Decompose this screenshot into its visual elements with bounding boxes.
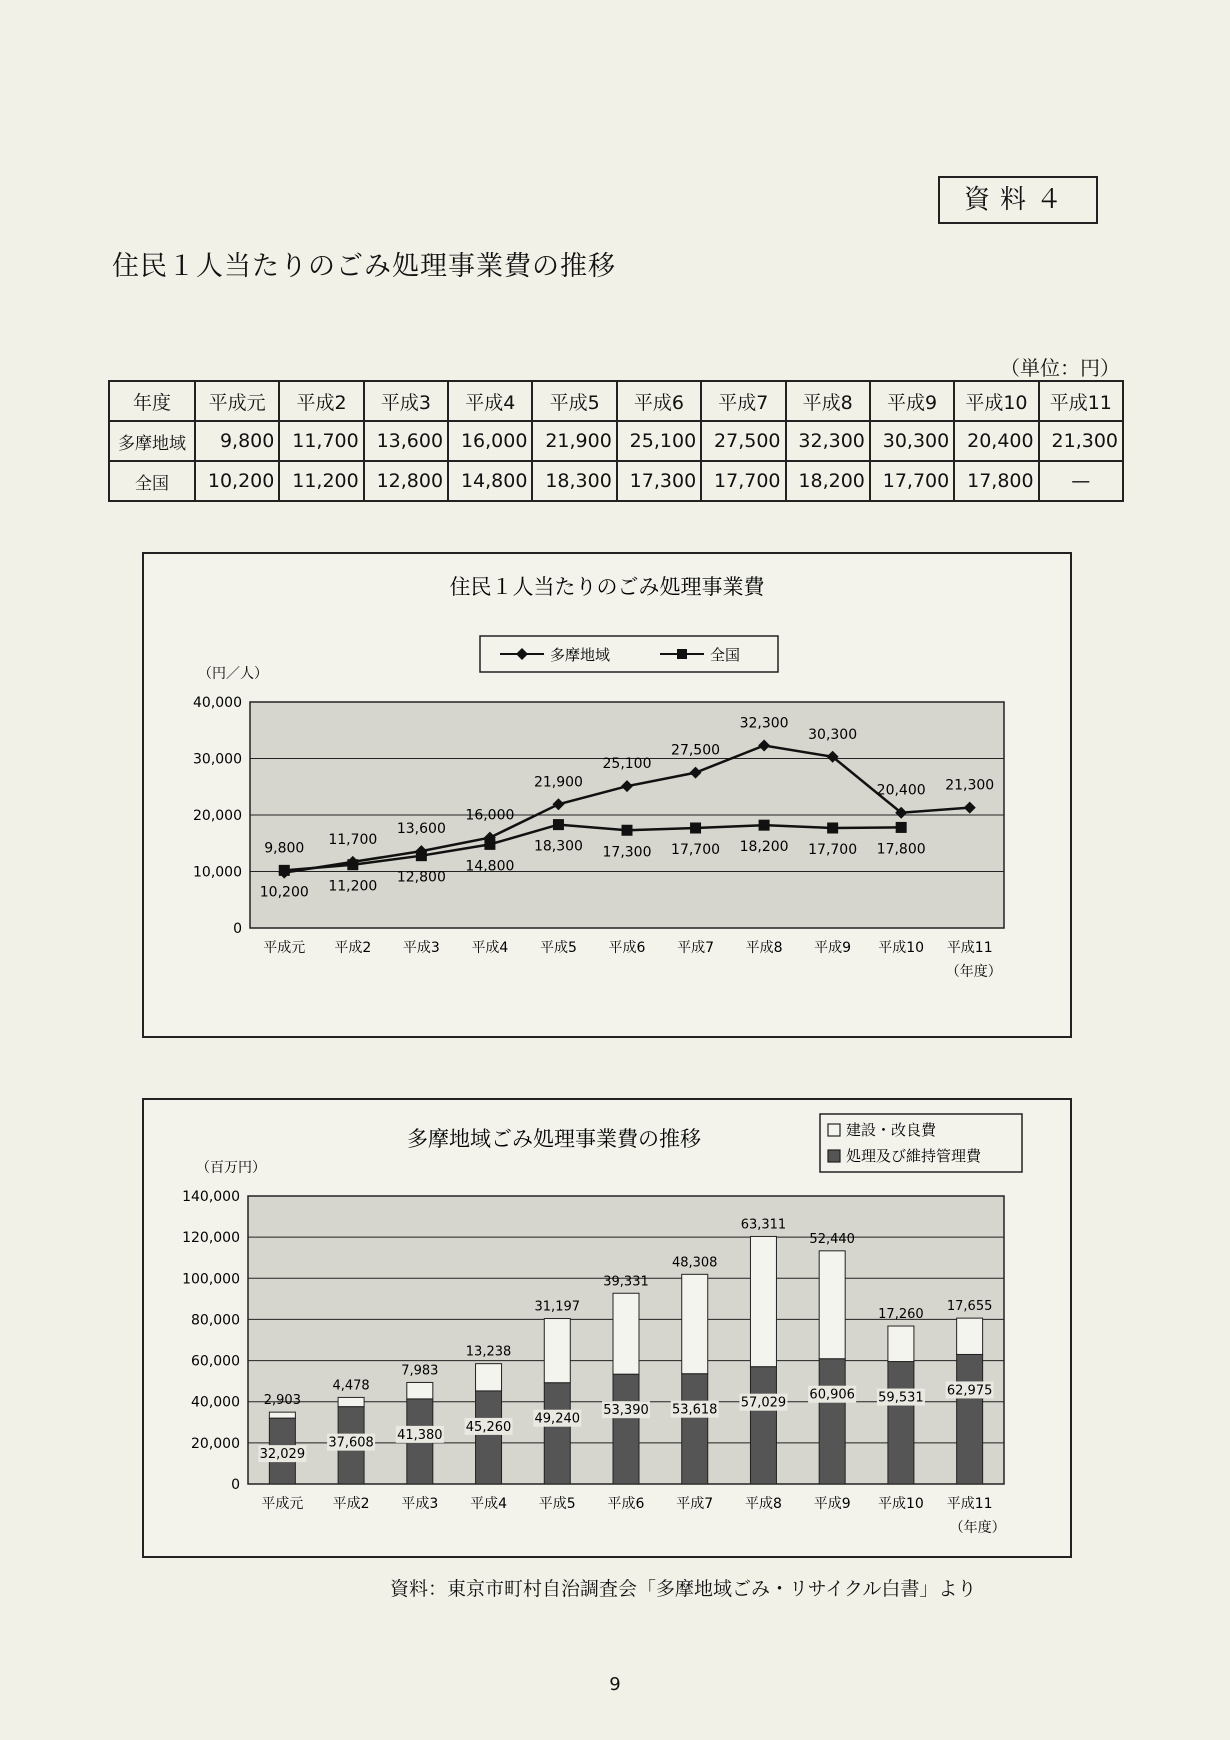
y-tick-label: 20,000 [193,808,242,824]
y-tick-label: 10,000 [193,864,242,881]
bar-segment-maintenance [888,1362,914,1484]
x-tick-label: 平成5 [538,1496,576,1512]
bar-segment-maintenance [613,1374,639,1484]
source-note: 資料：東京市町村自治調査会「多摩地域ごみ・リサイクル白書」より [390,1578,977,1600]
table-cell: 17,700 [870,461,954,501]
y-tick-label: 80,000 [191,1312,240,1329]
table-cell: 27,500 [701,421,785,461]
table-header-cell: 年度 [109,381,195,421]
table-header-cell: 平成5 [532,381,616,421]
data-label: 13,238 [465,1344,512,1360]
x-tick-label: 平成7 [676,1496,714,1512]
table-cell: 11,200 [279,461,363,501]
data-point [896,822,907,833]
data-label: 17,655 [946,1299,993,1315]
data-label: 53,390 [603,1403,649,1419]
line-chart [144,554,1070,1036]
x-tick-label: 平成9 [814,940,852,956]
data-label: 17,300 [602,844,652,861]
bar-segment-construction [269,1412,295,1418]
data-label: 48,308 [671,1255,718,1271]
bar-segment-construction [544,1319,570,1383]
table-cell: 17,300 [617,461,701,501]
legend [480,636,778,672]
data-label: 9,800 [264,840,305,857]
bar-segment-construction [888,1326,914,1362]
x-tick-label: 平成6 [607,1496,645,1512]
data-label: 7,983 [401,1363,439,1379]
y-tick-label: 100,000 [182,1271,240,1288]
table-header-cell: 平成9 [870,381,954,421]
bar-segment-construction [613,1293,639,1374]
data-label: 53,618 [671,1402,718,1418]
x-tick-label: 平成4 [471,940,509,956]
x-axis-label: （年度） [949,1520,1006,1536]
y-axis-label: （百万円） [196,1160,266,1176]
y-tick-label: 30,000 [193,751,242,768]
table-cell: 12,800 [364,461,448,501]
legend-marker [677,649,687,659]
data-label: 57,029 [740,1395,787,1411]
x-tick-label: 平成11 [946,940,993,956]
legend-swatch [828,1124,840,1136]
data-point [347,859,358,870]
table-cell: 21,300 [1039,421,1123,461]
x-tick-label: 平成元 [263,940,306,956]
y-tick-label: 40,000 [191,1394,240,1411]
x-axis-label: （年度） [945,964,1002,980]
data-label: 30,300 [808,726,858,743]
data-label: 20,400 [876,782,926,799]
bar-segment-construction [338,1397,364,1406]
bar-segment-construction [819,1251,845,1359]
table-header-cell: 平成7 [701,381,785,421]
y-tick-label: 60,000 [191,1353,240,1370]
table-cell: 16,000 [448,421,532,461]
table-header-cell: 平成4 [448,381,532,421]
legend-swatch [828,1150,840,1162]
data-point [690,822,701,833]
data-label: 27,500 [671,742,721,759]
x-tick-label: 平成元 [261,1496,304,1512]
y-tick-label: 20,000 [191,1435,240,1452]
x-tick-label: 平成2 [332,1496,370,1512]
data-label: 62,975 [946,1383,993,1399]
x-tick-label: 平成2 [334,940,372,956]
table-cell: 25,100 [617,421,701,461]
data-label: 17,700 [671,841,721,858]
data-label: 25,100 [602,756,652,773]
data-label: 37,608 [328,1435,374,1451]
data-label: 12,800 [396,869,446,886]
data-label: 17,800 [876,841,926,858]
chart-title: 多摩地域ごみ処理事業費の推移 [407,1127,701,1151]
data-label: 21,900 [533,774,583,791]
data-label: 14,800 [465,858,515,875]
x-tick-label: 平成10 [877,1496,924,1512]
x-tick-label: 平成8 [745,940,783,956]
bar-chart-frame [142,1098,1072,1558]
page-title: 住民１人当たりのごみ処理事業費の推移 [112,251,616,282]
data-label: 49,240 [534,1411,581,1427]
data-label: 41,380 [397,1427,443,1443]
data-label: 11,200 [328,878,378,895]
bar-segment-maintenance [750,1367,776,1484]
data-point [827,822,838,833]
table-cell: 18,200 [786,461,870,501]
table-cell: 20,400 [954,421,1038,461]
x-tick-label: 平成10 [878,940,925,956]
x-tick-label: 平成8 [744,1496,782,1512]
bar-segment-maintenance [682,1374,708,1484]
chart-title: 住民１人当たりのごみ処理事業費 [449,575,765,599]
table-header-cell: 平成11 [1039,381,1123,421]
y-tick-label: 120,000 [182,1230,240,1247]
y-tick-label: 0 [231,1477,240,1493]
table-header-cell: 平成10 [954,381,1038,421]
legend-label: 多摩地域 [550,646,611,664]
table-cell: 13,600 [364,421,448,461]
legend-label: 全国 [710,646,741,664]
data-label: 13,600 [396,821,446,838]
data-label: 21,300 [945,777,995,794]
table-cell: 17,700 [701,461,785,501]
table-header-cell: 平成3 [364,381,448,421]
table-cell: 30,300 [870,421,954,461]
unit-note: （単位：円） [1000,356,1120,380]
data-label: 18,300 [533,838,583,855]
data-label: 32,300 [739,715,789,732]
document-label: 資料４ [938,176,1098,224]
data-label: 10,200 [259,884,309,901]
x-tick-label: 平成6 [608,940,646,956]
x-tick-label: 平成5 [539,940,577,956]
data-point [759,820,770,831]
data-label: 17,260 [878,1307,924,1323]
bar-segment-construction [407,1382,433,1398]
data-label: 2,903 [263,1393,301,1409]
legend-label: 建設・改良費 [846,1121,937,1139]
table-cell: 18,300 [532,461,616,501]
data-point [416,850,427,861]
data-label: 52,440 [809,1231,855,1247]
y-tick-label: 40,000 [193,695,242,711]
table-header-cell: 平成8 [786,381,870,421]
bar-segment-construction [476,1364,502,1391]
table-header-cell: 平成6 [617,381,701,421]
table-header-row [109,381,1123,421]
x-tick-label: 平成11 [946,1496,993,1512]
bar-segment-maintenance [819,1359,845,1484]
data-point [484,839,495,850]
data-label: 39,331 [603,1274,649,1290]
table-header-cell: 平成元 [195,381,279,421]
data-label: 63,311 [740,1217,787,1233]
stacked-bar-chart [144,1100,1070,1556]
x-tick-label: 平成9 [813,1496,851,1512]
table-cell: 10,200 [195,461,279,501]
table-cell: 21,900 [532,421,616,461]
data-label: 31,197 [534,1299,581,1315]
table-header-cell: 平成2 [279,381,363,421]
bar-segment-construction [750,1236,776,1366]
table-cell: 32,300 [786,421,870,461]
legend [820,1114,1022,1172]
table-cell: 9,800 [195,421,279,461]
data-point [279,865,290,876]
data-label: 11,700 [328,831,378,848]
row-label: 全国 [109,461,195,501]
data-label: 32,029 [259,1447,306,1463]
data-label: 45,260 [465,1419,512,1435]
legend-label: 処理及び維持管理費 [846,1147,982,1165]
table-cell: 11,700 [279,421,363,461]
row-label: 多摩地域 [109,421,195,461]
data-label: 16,000 [465,807,515,824]
data-label: 60,906 [809,1387,855,1403]
x-tick-label: 平成4 [470,1496,508,1512]
bar-segment-construction [682,1274,708,1373]
table-row [109,421,1123,461]
cost-per-capita-table [108,380,1124,502]
table-cell: 17,800 [954,461,1038,501]
line-chart-frame [142,552,1072,1038]
table-row [109,461,1123,501]
data-point [553,819,564,830]
y-tick-label: 140,000 [182,1189,240,1205]
x-tick-label: 平成7 [677,940,715,956]
data-label: 4,478 [332,1378,370,1394]
bar-segment-construction [957,1318,983,1354]
y-axis-label: （円／人） [198,666,268,682]
x-tick-label: 平成3 [402,940,440,956]
table-cell: 14,800 [448,461,532,501]
page-number: 9 [609,1674,621,1695]
y-tick-label: 0 [233,921,242,937]
bar-segment-maintenance [544,1383,570,1484]
data-point [622,825,633,836]
x-tick-label: 平成3 [401,1496,439,1512]
table-cell: — [1039,461,1123,501]
bar-segment-maintenance [957,1354,983,1484]
data-label: 59,531 [878,1390,924,1406]
data-label: 18,200 [739,839,789,856]
bar-segment-maintenance [476,1391,502,1484]
data-label: 17,700 [808,841,858,858]
